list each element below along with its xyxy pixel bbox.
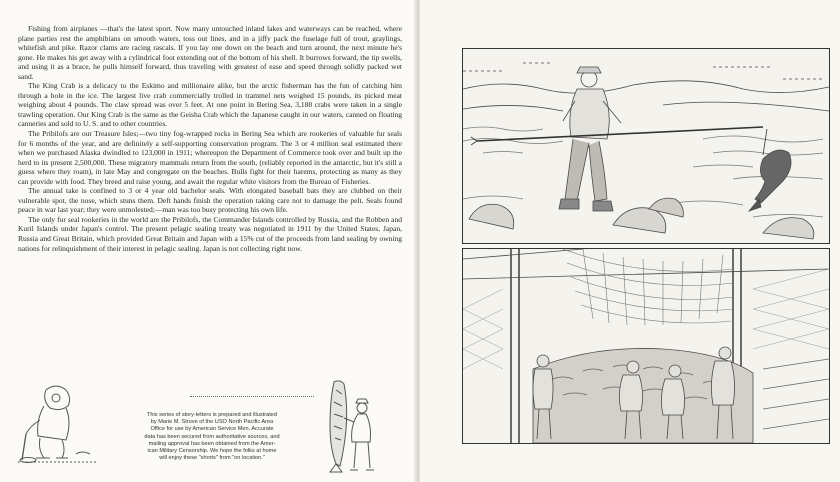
credits-line: mailing approval has been obtained from the Amer- (148, 440, 276, 447)
dotted-rule (190, 396, 314, 397)
paragraph-annual-take: The annual take is confined to 3 or 4 year old bachelor seals. With elongated baseball bats they are clubbed on their vulnerable spot, the nose, which stuns them. Deft hands finish the operation taking care not to damage the pelt. Seals found peace in war last year; they were unmolested;—man was too busy protecting his own life. (18, 186, 402, 215)
credits-line: This series of story-letters is prepared and illustrated (147, 412, 277, 418)
credits-line: data has been secured from authoritative sources, and (144, 433, 280, 440)
paragraph-airplane-fishing: Fishing from airplanes —that's the latest sport. Now many untouched inland lakes and waterways can be reached, where plane parties rest the amphibians on smooth waters, toss out lines, and in a jiffy pack the fuselage full of trout, graylings, whitefish and pike. Razor clams are racing rascals. If you lay one down on the beach and turn around, the next minute he's gone. He makes his get away with a cylindrical foot extending out of the bottom of his shell. It burrows forward, the tip swells, and using it as a brace, he pulls himself forward, thus traveling with greatest of ease and speed through solidly packed wet sand. (18, 24, 402, 81)
eskimo-ice-fishing-sketch (16, 380, 98, 464)
left-page (0, 0, 416, 482)
fish-net-cannery-illustration (462, 248, 830, 444)
paragraph-king-crab: The King Crab is a delicacy to the Eskimo and millionaire alike, but the arctic fisherman has the fun of catching him through a hole in the ice. The largest live crab commercially trolled in trammel nets weighed 15 pounds, its picked meat weighing about 4 pounds. The claw spread was over 5 feet. At one point in Bering Sea, 3,188 crabs were taken in a single trawling operation. Our King Crab is the same as the Geisha Crab which the Japanese caught in our waters, canned on floating canneries and sold to U. S. and to other countries. (18, 81, 402, 129)
fisherman-with-halibut-sketch (322, 378, 382, 476)
credits-line: ican Military Censorship. We hope the folks at home (147, 448, 277, 455)
article-text (18, 24, 402, 253)
credits-line: by Marie M. Struve of the USO North Pacific Area (150, 419, 274, 426)
credits-line: Office for use by American Service Men. Accurate (150, 426, 274, 433)
credits-note (108, 412, 316, 462)
right-page (420, 0, 840, 482)
paragraph-rookeries: The only fur seal rookeries in the world are the Pribilofs, the Commander Islands controlled by Russia, and the Robben and Kuril Islands under Japan's control. The present pelagic sealing treaty was negotiated in 1911 by the United States, Japan, Russia and Great Britain, which provided Great Britain and Japan with a 15% cut of the proceeds from land sealing by owning nations for relinquishment of their interest in pelagic sealing. Japan is not collecting right now. (18, 214, 402, 253)
fisherman-spearing-salmon-illustration (462, 48, 830, 244)
paragraph-pribilofs: The Pribilofs are our Treasure Isles;—two tiny fog-wrapped rocks in Bering Sea which are rookeries of valuable fur seals for 6 months of the year, and are definitely a self-supporting conservation program. The 3 or 4 million seal estimated there when we purchased Alaska dwindled to 123,000 in 1911; whereupon the Department of Commerce took over and built up the herd to its present 2,500,000. These migratory mammals return from the south, (reliably reported in the antarctic, but it's still a guess where they roam), in late May and congregate on the beaches. Bulls fight for their harems, protecting as many as they can provide with food. They breed and raise young, and await the regular white visitors from the Bureau of Fisheries. (18, 129, 402, 186)
credits-line: will enjoy these "shorts" from "on location." (159, 455, 265, 462)
